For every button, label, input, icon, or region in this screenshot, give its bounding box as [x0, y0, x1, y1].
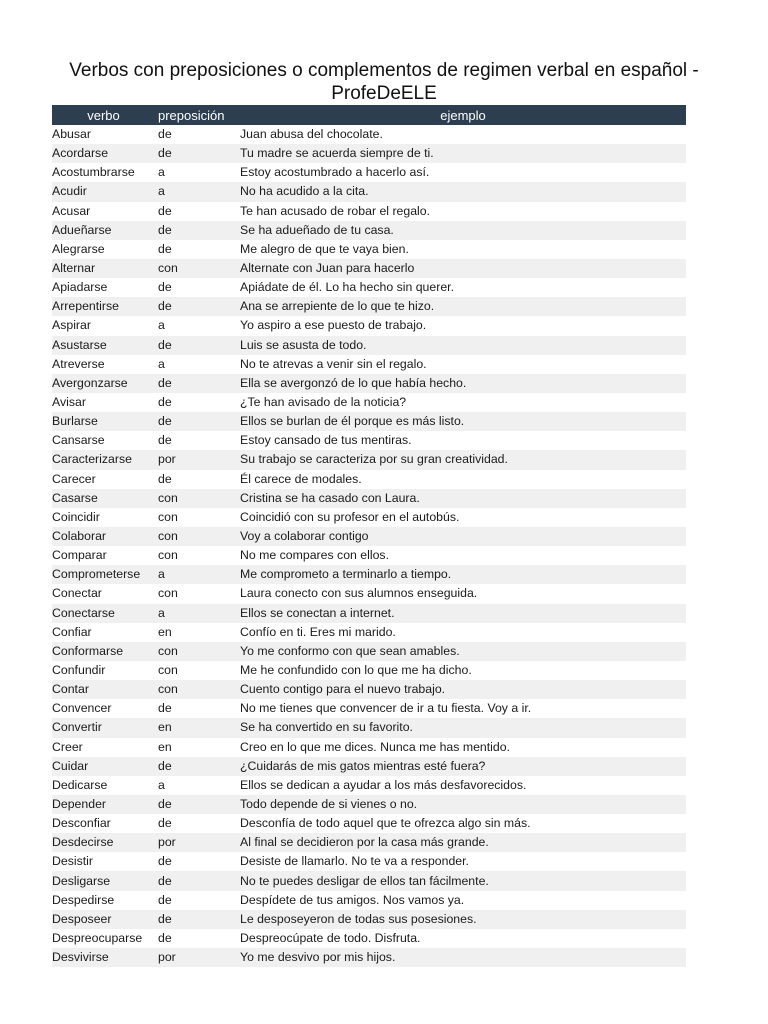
- page-title: Verbos con preposiciones o complementos de regimen verbal en español - ProfeDeELE: [69, 59, 699, 104]
- cell-ejemplo: No ha acudido a la cita.: [240, 184, 369, 199]
- cell-verbo: Desconfiar: [52, 816, 111, 831]
- cell-ejemplo: Creo en lo que me dices. Nunca me has mentido.: [240, 739, 510, 754]
- cell-ejemplo: Alternate con Juan para hacerlo: [240, 261, 415, 276]
- cell-ejemplo: No me tienes que convencer de ir a tu fiesta. Voy a ir.: [240, 701, 532, 716]
- table-row: [52, 163, 686, 182]
- cell-verbo: Alternar: [52, 261, 96, 276]
- cell-verbo: Desdecirse: [52, 835, 114, 850]
- cell-preposicion: de: [158, 758, 172, 773]
- cell-ejemplo: No te atrevas a venir sin el regalo.: [240, 356, 427, 371]
- cell-ejemplo: Desiste de llamarlo. No te va a responder.: [240, 854, 469, 869]
- cell-ejemplo: Me he confundido con lo que me ha dicho.: [240, 663, 472, 677]
- cell-verbo: Atreverse: [52, 356, 105, 371]
- cell-ejemplo: Confío en ti. Eres mi marido.: [240, 624, 396, 639]
- cell-preposicion: de: [158, 280, 172, 295]
- table-row: [52, 355, 686, 374]
- cell-preposicion: de: [158, 911, 172, 926]
- cell-preposicion: de: [158, 127, 172, 142]
- cell-verbo: Despedirse: [52, 892, 115, 907]
- column-header-ejemplo: ejemplo: [240, 105, 686, 125]
- cell-verbo: Dedicarse: [52, 777, 108, 792]
- table-row: [52, 508, 686, 527]
- cell-preposicion: de: [158, 892, 172, 907]
- cell-ejemplo: Juan abusa del chocolate.: [240, 127, 383, 142]
- table-row: [52, 948, 686, 967]
- table-row: [52, 393, 686, 412]
- cell-verbo: Caracterizarse: [52, 452, 132, 467]
- cell-verbo: Comprometerse: [52, 567, 141, 582]
- table-row: [52, 144, 686, 163]
- table-row: [52, 297, 686, 316]
- cell-ejemplo: Estoy cansado de tus mentiras.: [240, 433, 412, 448]
- table-body: [52, 125, 686, 967]
- cell-preposicion: con: [158, 663, 178, 677]
- cell-verbo: Despreocuparse: [52, 930, 143, 945]
- table-row: [52, 565, 686, 584]
- table-row: [52, 738, 686, 757]
- cell-verbo: Depender: [52, 796, 107, 811]
- cell-verbo: Desligarse: [52, 873, 111, 888]
- cell-ejemplo: Luis se asusta de todo.: [240, 337, 367, 352]
- cell-preposicion: de: [158, 816, 172, 831]
- cell-verbo: Conectarse: [52, 605, 115, 620]
- cell-ejemplo: Ellos se conectan a internet.: [240, 605, 395, 620]
- table-row: [52, 718, 686, 737]
- cell-ejemplo: Yo aspiro a ese puesto de trabajo.: [240, 318, 427, 333]
- cell-preposicion: en: [158, 720, 172, 735]
- cell-verbo: Comparar: [52, 548, 107, 563]
- cell-preposicion: de: [158, 146, 172, 161]
- table-row: [52, 431, 686, 450]
- cell-ejemplo: Apiádate de él. Lo ha hecho sin querer.: [240, 280, 454, 295]
- table-row: [52, 336, 686, 355]
- cell-ejemplo: Su trabajo se caracteriza por su gran creatividad.: [240, 452, 508, 467]
- verbs-table: [52, 105, 686, 967]
- cell-ejemplo: Despreocúpate de todo. Disfruta.: [240, 930, 421, 945]
- cell-verbo: Asustarse: [52, 337, 107, 352]
- cell-ejemplo: No te puedes desligar de ellos tan fácilmente.: [240, 873, 489, 888]
- cell-preposicion: a: [158, 356, 165, 371]
- table-row: [52, 604, 686, 623]
- cell-verbo: Conectar: [52, 586, 102, 601]
- cell-ejemplo: Le desposeyeron de todas sus posesiones.: [240, 911, 477, 926]
- table-row: [52, 852, 686, 871]
- cell-verbo: Apiadarse: [52, 280, 108, 295]
- cell-preposicion: por: [158, 835, 176, 850]
- cell-preposicion: con: [158, 261, 178, 276]
- cell-verbo: Convencer: [52, 701, 112, 716]
- column-header-verbo: verbo: [52, 105, 155, 125]
- cell-verbo: Desvivirse: [52, 950, 109, 965]
- table-row: [52, 259, 686, 278]
- cell-preposicion: de: [158, 414, 172, 429]
- table-row: [52, 278, 686, 297]
- table-row: [52, 584, 686, 603]
- table-row: [52, 795, 686, 814]
- cell-verbo: Adueñarse: [52, 222, 112, 237]
- table-header: [52, 105, 686, 125]
- table-row: [52, 910, 686, 929]
- cell-verbo: Desistir: [52, 854, 93, 869]
- cell-ejemplo: Yo me desvivo por mis hijos.: [240, 950, 396, 965]
- cell-ejemplo: Laura conecto con sus alumnos enseguida.: [240, 586, 478, 601]
- table-row: [52, 374, 686, 393]
- cell-ejemplo: Ella se avergonzó de lo que había hecho.: [240, 375, 467, 390]
- cell-ejemplo: Ellos se burlan de él porque es más listo.: [240, 414, 465, 429]
- cell-ejemplo: Se ha convertido en su favorito.: [240, 720, 413, 735]
- table-row: [52, 240, 686, 259]
- cell-verbo: Abusar: [52, 127, 91, 142]
- cell-ejemplo: Despídete de tus amigos. Nos vamos ya.: [240, 892, 465, 907]
- table-row: [52, 642, 686, 661]
- table-row: [52, 776, 686, 795]
- cell-ejemplo: ¿Te han avisado de la noticia?: [240, 395, 407, 410]
- table-row: [52, 316, 686, 335]
- cell-preposicion: con: [158, 643, 178, 658]
- cell-ejemplo: Ellos se dedican a ayudar a los más desfavorecidos.: [240, 777, 527, 792]
- table-row: [52, 412, 686, 431]
- cell-preposicion: de: [158, 854, 172, 869]
- cell-verbo: Acordarse: [52, 146, 109, 161]
- cell-preposicion: con: [158, 490, 178, 505]
- cell-ejemplo: Desconfía de todo aquel que te ofrezca algo sin más.: [240, 816, 531, 831]
- cell-preposicion: por: [158, 950, 176, 965]
- cell-verbo: Burlarse: [52, 414, 98, 429]
- table-row: [52, 182, 686, 201]
- table-row: [52, 891, 686, 910]
- cell-preposicion: a: [158, 605, 165, 620]
- cell-preposicion: de: [158, 471, 172, 486]
- table-row: [52, 757, 686, 776]
- cell-ejemplo: ¿Cuidarás de mis gatos mientras esté fuera?: [240, 758, 486, 773]
- table-row: [52, 833, 686, 852]
- cell-preposicion: de: [158, 395, 172, 410]
- cell-ejemplo: Al final se decidieron por la casa más grande.: [240, 835, 489, 850]
- table-row: [52, 661, 686, 680]
- table-row: [52, 623, 686, 642]
- cell-preposicion: de: [158, 203, 172, 218]
- cell-preposicion: con: [158, 509, 178, 524]
- cell-verbo: Avisar: [52, 395, 86, 410]
- cell-preposicion: a: [158, 777, 165, 792]
- cell-preposicion: de: [158, 337, 172, 352]
- table-row: [52, 699, 686, 718]
- cell-ejemplo: Él carece de modales.: [240, 471, 362, 486]
- table-row: [52, 871, 686, 890]
- table-row: [52, 125, 686, 144]
- cell-ejemplo: Te han acusado de robar el regalo.: [240, 203, 431, 218]
- cell-ejemplo: Todo depende de si vienes o no.: [240, 796, 418, 811]
- table-row: [52, 221, 686, 240]
- table-row: [52, 814, 686, 833]
- cell-ejemplo: Yo me conformo con que sean amables.: [240, 643, 460, 658]
- cell-verbo: Cuidar: [52, 758, 89, 773]
- cell-verbo: Casarse: [52, 490, 98, 505]
- cell-verbo: Desposeer: [52, 911, 112, 926]
- cell-preposicion: de: [158, 241, 172, 256]
- cell-verbo: Confundir: [52, 663, 106, 677]
- cell-ejemplo: Se ha adueñado de tu casa.: [240, 222, 394, 237]
- table-row: [52, 546, 686, 565]
- cell-ejemplo: Ana se arrepiente de lo que te hizo.: [240, 299, 435, 314]
- cell-verbo: Aspirar: [52, 318, 91, 333]
- cell-ejemplo: Cuento contigo para el nuevo trabajo.: [240, 682, 446, 697]
- table-row: [52, 450, 686, 469]
- cell-ejemplo: Estoy acostumbrado a hacerlo así.: [240, 165, 430, 180]
- cell-verbo: Creer: [52, 739, 83, 754]
- cell-verbo: Cansarse: [52, 433, 105, 448]
- cell-verbo: Coincidir: [52, 509, 100, 524]
- cell-verbo: Colaborar: [52, 529, 106, 544]
- cell-preposicion: a: [158, 165, 165, 180]
- table-row: [52, 470, 686, 489]
- header-row: [52, 105, 686, 125]
- cell-verbo: Conformarse: [52, 643, 124, 658]
- cell-verbo: Convertir: [52, 720, 102, 735]
- cell-preposicion: en: [158, 739, 172, 754]
- cell-preposicion: a: [158, 318, 165, 333]
- cell-preposicion: de: [158, 873, 172, 888]
- cell-verbo: Arrepentirse: [52, 299, 119, 314]
- cell-verbo: Alegrarse: [52, 241, 105, 256]
- cell-verbo: Acostumbrarse: [52, 165, 135, 180]
- cell-ejemplo: Voy a colaborar contigo: [240, 529, 369, 544]
- table-row: [52, 929, 686, 948]
- cell-verbo: Acudir: [52, 184, 87, 199]
- cell-ejemplo: Tu madre se acuerda siempre de ti.: [240, 146, 434, 161]
- column-header-preposicion: preposición: [155, 105, 240, 125]
- table-row: [52, 527, 686, 546]
- cell-preposicion: de: [158, 433, 172, 448]
- cell-verbo: Avergonzarse: [52, 375, 128, 390]
- table-row: [52, 202, 686, 221]
- cell-preposicion: por: [158, 452, 176, 467]
- cell-preposicion: de: [158, 701, 172, 716]
- cell-verbo: Contar: [52, 682, 89, 697]
- cell-preposicion: con: [158, 682, 178, 697]
- cell-ejemplo: No me compares con ellos.: [240, 548, 389, 563]
- cell-preposicion: con: [158, 529, 178, 544]
- cell-preposicion: de: [158, 222, 172, 237]
- cell-preposicion: en: [158, 624, 172, 639]
- cell-preposicion: de: [158, 299, 172, 314]
- cell-verbo: Confiar: [52, 624, 92, 639]
- cell-preposicion: con: [158, 586, 178, 601]
- cell-preposicion: de: [158, 930, 172, 945]
- cell-ejemplo: Coincidió con su profesor en el autobús.: [240, 509, 460, 524]
- cell-preposicion: a: [158, 184, 165, 199]
- cell-ejemplo: Me alegro de que te vaya bien.: [240, 241, 409, 256]
- cell-preposicion: de: [158, 375, 172, 390]
- cell-preposicion: de: [158, 796, 172, 811]
- cell-preposicion: con: [158, 548, 178, 563]
- cell-ejemplo: Me comprometo a terminarlo a tiempo.: [240, 567, 452, 582]
- cell-preposicion: a: [158, 567, 165, 582]
- table-row: [52, 680, 686, 699]
- cell-ejemplo: Cristina se ha casado con Laura.: [240, 490, 420, 505]
- cell-verbo: Acusar: [52, 203, 91, 218]
- cell-verbo: Carecer: [52, 471, 96, 486]
- table-row: [52, 489, 686, 508]
